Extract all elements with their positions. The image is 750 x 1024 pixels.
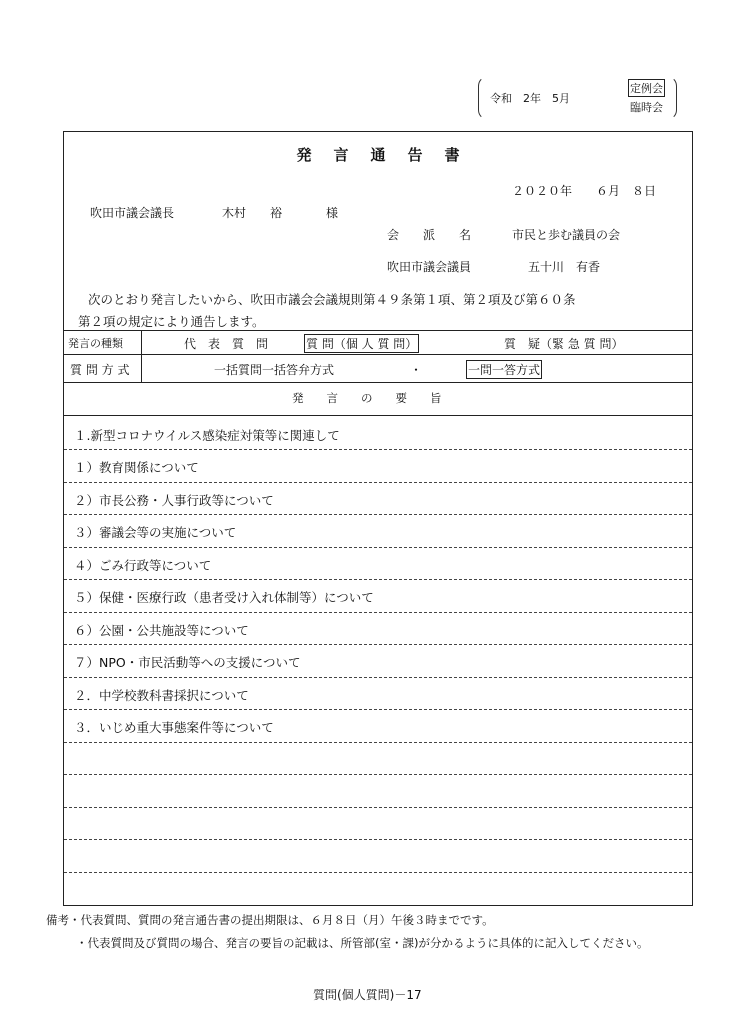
divider [64,612,692,613]
divider [64,807,692,808]
summary-item: ２）市長公務・人事行政等について [74,493,274,508]
summary-item: ４）ごみ行政等について [74,558,212,573]
intro-line-1: 次のとおり発言したいから、吹田市議会会議規則第４９条第１項、第２項及び第６０条 [88,292,576,307]
divider [64,677,692,678]
intro-line-2: 第２項の規定により通告します。 [78,314,265,329]
faction-value: 市民と歩む議員の会 [512,228,621,242]
divider [64,330,692,331]
type-option-representative: 代 表 質 問 [184,337,269,351]
divider [64,774,692,775]
summary-item: １.新型コロナウイルス感染症対策等に関連して [74,428,340,443]
member-name: 五十川 有香 [528,260,601,274]
method-option-one-by-one: 一問一答方式 [466,360,542,379]
divider [64,579,692,580]
addressee-title: 吹田市議会議長 [90,206,175,220]
divider [64,839,692,840]
type-option-emergency: 質 疑（緊 急 質 問） [504,337,624,351]
summary-item: １）教育関係について [74,460,199,475]
divider [64,449,692,450]
notice-form [63,131,693,906]
summary-header: 発 言 の 要 旨 [292,391,442,405]
divider [64,742,692,743]
divider [64,382,692,383]
document-title: 発言通告書 [296,146,482,164]
divider [64,872,692,873]
divider [64,709,692,710]
divider [64,514,692,515]
member-label: 吹田市議会議員 [387,260,472,274]
session-extraordinary: 臨時会 [630,101,663,114]
summary-item: ３）審議会等の実施について [74,525,237,540]
session-regular: 定例会 [628,79,665,97]
type-label: 発言の種類 [68,337,123,350]
type-option-individual: 質 問（個 人 質 問） [304,334,419,353]
divider [141,330,142,382]
session-box [478,76,678,120]
divider [64,547,692,548]
summary-item: ３．いじめ重大事態案件等について [74,720,274,735]
method-label: 質 問 方 式 [70,363,130,377]
summary-item: ７）NPO・市民活動等への支援について [74,655,301,670]
summary-item: ６）公園・公共施設等について [74,623,249,638]
note-line-1: 備考・代表質問、質問の発言通告書の提出期限は、６月８日（月）午後３時までです。 [46,913,494,927]
note-line-2: ・代表質問及び質問の場合、発言の要旨の記載は、所管部(室・課)が分かるように具体的に記入してください。 [76,936,649,950]
summary-item: ５）保健・医療行政（患者受け入れ体制等）について [74,590,374,605]
session-era-date: 令和 2年 5月 [490,92,570,105]
addressee-name: 木村 裕 [222,206,283,220]
summary-item: ２．中学校教科書採択について [74,688,249,703]
method-separator: ・ [410,363,423,377]
divider [64,644,692,645]
divider [64,482,692,483]
faction-label: 会 派 名 [387,228,472,242]
divider [64,354,692,355]
document-date: ２０２０年 ６月 ８日 [512,184,657,198]
method-option-bulk: 一括質問一括答弁方式 [214,363,335,377]
addressee-honorific: 様 [326,206,339,220]
divider [64,415,692,416]
page-label: 質問(個人質問)－17 [313,988,422,1002]
